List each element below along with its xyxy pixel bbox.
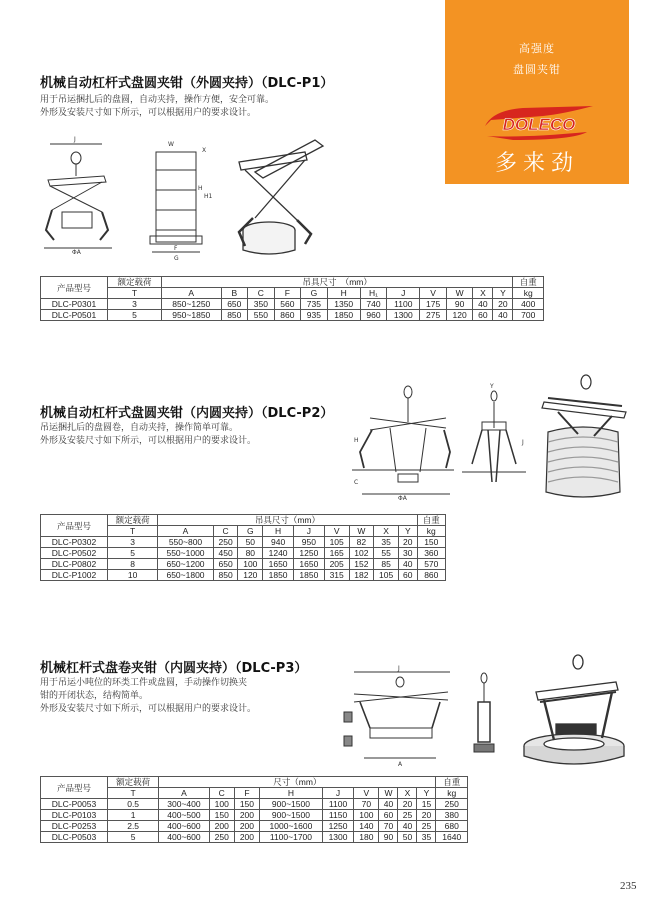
table-cell: 1 bbox=[108, 810, 159, 821]
brand-line-1: 高强度 bbox=[519, 42, 555, 55]
unit-cell: V bbox=[420, 288, 447, 299]
table-cell: 1250 bbox=[293, 548, 324, 559]
table-cell: 35 bbox=[417, 832, 436, 843]
table-cell: 570 bbox=[417, 559, 445, 570]
dimension-label: ΦA bbox=[398, 495, 407, 502]
header-weight: 自重 bbox=[417, 515, 445, 526]
section-3-desc-line-1: 用于吊运小吨位的环类工件或盘圆，手动操作切换夹 bbox=[40, 678, 248, 688]
table-cell: 150 bbox=[209, 810, 234, 821]
table-cell: 380 bbox=[436, 810, 468, 821]
table-cell: 1100 bbox=[387, 299, 420, 310]
p3-perspective-drawing bbox=[520, 652, 628, 772]
unit-cell: H bbox=[327, 288, 360, 299]
header-dims: 吊具尺寸（mm） bbox=[158, 515, 417, 526]
table-cell: 650~1800 bbox=[158, 570, 213, 581]
table-cell: 250 bbox=[213, 537, 238, 548]
unit-cell: F bbox=[274, 288, 301, 299]
table-cell: 1850 bbox=[263, 570, 294, 581]
unit-cell: W bbox=[446, 288, 473, 299]
table-cell: 3 bbox=[108, 537, 158, 548]
table-cell: 10 bbox=[108, 570, 158, 581]
table-cell: G bbox=[238, 526, 263, 537]
table-cell: 150 bbox=[234, 799, 259, 810]
table-cell: 1250 bbox=[322, 821, 353, 832]
table-cell: 140 bbox=[354, 821, 379, 832]
dimension-label: G bbox=[174, 255, 179, 262]
table-cell: DLC-P0103 bbox=[41, 810, 108, 821]
table-cell: 400 bbox=[513, 299, 544, 310]
dimension-label: X bbox=[202, 147, 207, 154]
table-cell: 650~1200 bbox=[158, 559, 213, 570]
table-cell: 20 bbox=[398, 799, 417, 810]
table-cell: DLC-P1002 bbox=[41, 570, 108, 581]
unit-cell: H₁ bbox=[360, 288, 387, 299]
table-cell: kg bbox=[417, 526, 445, 537]
table-cell: 0.5 bbox=[108, 799, 159, 810]
unit-cell: A bbox=[161, 288, 221, 299]
table-cell: J bbox=[293, 526, 324, 537]
table-cell: H bbox=[260, 788, 323, 799]
table-cell: 400~600 bbox=[159, 821, 209, 832]
coil-body bbox=[243, 230, 295, 254]
table-cell: 850 bbox=[221, 310, 248, 321]
table-cell: 315 bbox=[324, 570, 349, 581]
table-cell: 1100~1700 bbox=[260, 832, 323, 843]
dim-label-j: J bbox=[74, 136, 76, 143]
brand-name-cn: 多来劲 bbox=[494, 151, 579, 176]
table-cell: 550~800 bbox=[158, 537, 213, 548]
p3-spec-table bbox=[40, 776, 468, 843]
unit-cell: C bbox=[248, 288, 275, 299]
p2-front-drawing bbox=[350, 382, 455, 502]
table-cell: 3 bbox=[108, 299, 162, 310]
header-model: 产品型号 bbox=[41, 777, 108, 799]
table-cell: DLC-P0802 bbox=[41, 559, 108, 570]
table-cell: 360 bbox=[417, 548, 445, 559]
dimension-label: A bbox=[398, 761, 403, 768]
logo-text: DOLECO bbox=[502, 115, 576, 134]
table-cell: 650 bbox=[221, 299, 248, 310]
table-cell: C bbox=[209, 788, 234, 799]
table-cell: 300~400 bbox=[159, 799, 209, 810]
table-cell: 1100 bbox=[322, 799, 353, 810]
table-row bbox=[41, 810, 468, 821]
section-3-description bbox=[40, 677, 256, 716]
table-cell: 90 bbox=[446, 299, 473, 310]
table-row bbox=[41, 310, 544, 321]
dimension-label: J bbox=[398, 665, 400, 672]
table-cell: 82 bbox=[349, 537, 374, 548]
table-cell: 20 bbox=[493, 299, 513, 310]
table-row bbox=[41, 559, 446, 570]
table-cell: 90 bbox=[379, 832, 398, 843]
table-cell: 105 bbox=[374, 570, 399, 581]
dimension-label: H1 bbox=[204, 193, 213, 200]
header-dims: 尺寸（mm） bbox=[159, 777, 436, 788]
table-cell: 80 bbox=[238, 548, 263, 559]
table-cell: 120 bbox=[238, 570, 263, 581]
table-cell: 40 bbox=[473, 299, 493, 310]
p1-spec-table bbox=[40, 276, 544, 321]
p2-side-drawing bbox=[462, 382, 532, 497]
table-cell: DLC-P0503 bbox=[41, 832, 108, 843]
coil-section bbox=[62, 212, 92, 228]
table-cell: 200 bbox=[234, 832, 259, 843]
table-cell: 350 bbox=[248, 299, 275, 310]
base-plate bbox=[150, 236, 202, 244]
table-cell: DLC-P0302 bbox=[41, 537, 108, 548]
table-cell: C bbox=[213, 526, 238, 537]
header-weight: 自重 bbox=[513, 277, 544, 288]
table-cell: 900~1500 bbox=[260, 799, 323, 810]
table-cell: 1350 bbox=[327, 299, 360, 310]
unit-cell: Y bbox=[493, 288, 513, 299]
table-cell: 950 bbox=[293, 537, 324, 548]
table-cell: V bbox=[324, 526, 349, 537]
table-cell: 950~1850 bbox=[161, 310, 221, 321]
table-cell: 50 bbox=[238, 537, 263, 548]
table-cell: 60 bbox=[379, 810, 398, 821]
table-cell: 100 bbox=[354, 810, 379, 821]
header-load: 额定载荷 bbox=[108, 277, 162, 288]
table-cell: 55 bbox=[374, 548, 399, 559]
table-cell: 60 bbox=[398, 570, 417, 581]
section-2-desc-line-1: 吊运捆扎后的盘圆卷，自动夹持，操作简单可靠。 bbox=[40, 423, 239, 433]
table-cell: 70 bbox=[354, 799, 379, 810]
table-cell: 102 bbox=[349, 548, 374, 559]
table-cell: Y bbox=[398, 526, 417, 537]
p2-perspective-drawing bbox=[538, 372, 628, 502]
table-cell: 250 bbox=[436, 799, 468, 810]
table-cell: 400~500 bbox=[159, 810, 209, 821]
table-cell: 1240 bbox=[263, 548, 294, 559]
table-cell: T bbox=[108, 526, 158, 537]
table-cell: 5 bbox=[108, 832, 159, 843]
doleco-logo bbox=[483, 106, 595, 140]
table-cell: A bbox=[158, 526, 213, 537]
dimension-label: C bbox=[354, 479, 359, 486]
table-cell: 935 bbox=[301, 310, 328, 321]
table-cell: 1300 bbox=[387, 310, 420, 321]
section-2-desc-line-2: 外形及安装尺寸如下所示，可以根据用户的要求设计。 bbox=[40, 436, 257, 446]
table-cell: 175 bbox=[420, 299, 447, 310]
table-cell: 20 bbox=[398, 537, 417, 548]
table-cell: DLC-P0301 bbox=[41, 299, 108, 310]
table-cell: 1850 bbox=[293, 570, 324, 581]
cross-arms bbox=[245, 160, 305, 220]
page-number: 235 bbox=[620, 880, 637, 892]
table-cell: 250 bbox=[209, 832, 234, 843]
table-cell: A bbox=[159, 788, 209, 799]
table-cell: 165 bbox=[324, 548, 349, 559]
unit-cell: B bbox=[221, 288, 248, 299]
bar-1 bbox=[255, 140, 323, 178]
table-cell: X bbox=[374, 526, 399, 537]
side-frame bbox=[156, 152, 196, 242]
dimension-label: J bbox=[522, 439, 524, 446]
section-3-desc-line-3: 外形及安装尺寸如下所示，可以根据用户的要求设计。 bbox=[40, 704, 257, 714]
unit-cell: G bbox=[301, 288, 328, 299]
table-cell: 275 bbox=[420, 310, 447, 321]
table-cell: H bbox=[263, 526, 294, 537]
p3-front-drawing bbox=[340, 665, 458, 768]
p1-front-drawing bbox=[40, 130, 130, 255]
table-cell: 100 bbox=[209, 799, 234, 810]
table-cell: 205 bbox=[324, 559, 349, 570]
table-cell: W bbox=[379, 788, 398, 799]
table-cell: 1850 bbox=[327, 310, 360, 321]
table-cell: DLC-P0502 bbox=[41, 548, 108, 559]
header-dims: 吊具尺寸 （mm） bbox=[161, 277, 512, 288]
section-1-title: 机械自动杠杆式盘圆夹钳（外圆夹持）（DLC-P1） bbox=[40, 76, 334, 91]
dimension-label: H bbox=[354, 437, 359, 444]
table-cell: 900~1500 bbox=[260, 810, 323, 821]
table-cell: 60 bbox=[473, 310, 493, 321]
section-3-title: 机械杠杆式盘卷夹钳（内圆夹持）（DLC-P3） bbox=[40, 661, 308, 676]
table-cell: 105 bbox=[324, 537, 349, 548]
unit-cell: T bbox=[108, 288, 162, 299]
p2-spec-table bbox=[40, 514, 446, 581]
table-cell: 120 bbox=[446, 310, 473, 321]
table-cell: 850~1250 bbox=[161, 299, 221, 310]
table-cell: 960 bbox=[360, 310, 387, 321]
table-cell: 740 bbox=[360, 299, 387, 310]
table-cell: 1640 bbox=[436, 832, 468, 843]
header-weight: 自重 bbox=[436, 777, 468, 788]
section-1-desc-line-2: 外形及安装尺寸如下所示，可以根据用户的要求设计。 bbox=[40, 108, 257, 118]
table-cell: 150 bbox=[417, 537, 445, 548]
table-cell: 560 bbox=[274, 299, 301, 310]
table-cell: F bbox=[234, 788, 259, 799]
dimension-label: F bbox=[174, 245, 178, 252]
p3-side-drawing bbox=[468, 672, 508, 760]
unit-cell: J bbox=[387, 288, 420, 299]
header-load: 额定载荷 bbox=[108, 515, 158, 526]
table-cell: 85 bbox=[374, 559, 399, 570]
table-cell: 735 bbox=[301, 299, 328, 310]
section-2-description bbox=[40, 422, 256, 448]
table-cell: 2.5 bbox=[108, 821, 159, 832]
table-cell: DLC-P0053 bbox=[41, 799, 108, 810]
table-cell: 200 bbox=[234, 810, 259, 821]
table-cell: 5 bbox=[108, 548, 158, 559]
table-cell: 1000~1600 bbox=[260, 821, 323, 832]
table-cell: 152 bbox=[349, 559, 374, 570]
table-cell: 25 bbox=[398, 810, 417, 821]
jaws bbox=[46, 210, 108, 240]
table-row bbox=[41, 570, 446, 581]
header-model: 产品型号 bbox=[41, 515, 108, 537]
table-cell: 400~600 bbox=[159, 832, 209, 843]
table-cell: 450 bbox=[213, 548, 238, 559]
p1-side-drawing bbox=[142, 138, 212, 263]
table-cell: 860 bbox=[274, 310, 301, 321]
table-cell: 40 bbox=[398, 559, 417, 570]
table-cell: 5 bbox=[108, 310, 162, 321]
table-row bbox=[41, 299, 544, 310]
table-cell: 50 bbox=[398, 832, 417, 843]
table-cell: 550~1000 bbox=[158, 548, 213, 559]
table-cell: 860 bbox=[417, 570, 445, 581]
table-cell: 100 bbox=[238, 559, 263, 570]
table-cell: Y bbox=[417, 788, 436, 799]
table-cell: 35 bbox=[374, 537, 399, 548]
unit-cell: kg bbox=[513, 288, 544, 299]
dimension-label: H bbox=[198, 185, 203, 192]
table-cell: 25 bbox=[417, 821, 436, 832]
brand-panel bbox=[445, 0, 629, 184]
bar-2 bbox=[239, 152, 307, 170]
table-cell: 40 bbox=[398, 821, 417, 832]
table-cell: 940 bbox=[263, 537, 294, 548]
table-cell: 20 bbox=[417, 810, 436, 821]
section-1-desc-line-1: 用于吊运捆扎后的盘圆，自动夹持，操作方便，安全可靠。 bbox=[40, 95, 275, 105]
dimension-label: W bbox=[168, 141, 174, 148]
table-cell: DLC-P0501 bbox=[41, 310, 108, 321]
dimension-label: Y bbox=[490, 383, 494, 390]
table-cell: 70 bbox=[379, 821, 398, 832]
table-cell: 182 bbox=[349, 570, 374, 581]
table-cell: 1650 bbox=[263, 559, 294, 570]
table-cell: 40 bbox=[493, 310, 513, 321]
table-cell: X bbox=[398, 788, 417, 799]
table-cell: 850 bbox=[213, 570, 238, 581]
table-row bbox=[41, 537, 446, 548]
table-cell: 550 bbox=[248, 310, 275, 321]
cross-levers bbox=[50, 182, 102, 212]
header-model: 产品型号 bbox=[41, 277, 108, 299]
table-row bbox=[41, 832, 468, 843]
table-cell: 650 bbox=[213, 559, 238, 570]
table-cell: 40 bbox=[379, 799, 398, 810]
dim-label-phia: ΦA bbox=[72, 249, 81, 256]
table-cell: 1650 bbox=[293, 559, 324, 570]
lifting-eye bbox=[71, 152, 81, 164]
table-cell: DLC-P0253 bbox=[41, 821, 108, 832]
unit-cell: X bbox=[473, 288, 493, 299]
header-load: 额定载荷 bbox=[108, 777, 159, 788]
table-cell: 15 bbox=[417, 799, 436, 810]
section-3-desc-line-2: 钳的开闭状态，结构简单。 bbox=[40, 691, 149, 701]
table-cell: 1150 bbox=[322, 810, 353, 821]
table-cell: W bbox=[349, 526, 374, 537]
table-cell: 1300 bbox=[322, 832, 353, 843]
section-2-title: 机械自动杠杆式盘圆夹钳（内圆夹持）（DLC-P2） bbox=[40, 406, 334, 421]
table-cell: kg bbox=[436, 788, 468, 799]
p1-perspective-drawing bbox=[225, 132, 335, 257]
table-cell: 30 bbox=[398, 548, 417, 559]
table-cell: T bbox=[108, 788, 159, 799]
brand-line-2: 盘圆夹钳 bbox=[513, 63, 561, 76]
table-row bbox=[41, 799, 468, 810]
table-cell: 180 bbox=[354, 832, 379, 843]
table-cell: 700 bbox=[513, 310, 544, 321]
section-1-description bbox=[40, 94, 274, 120]
table-cell: 200 bbox=[209, 821, 234, 832]
table-row bbox=[41, 821, 468, 832]
table-cell: 200 bbox=[234, 821, 259, 832]
table-cell: 680 bbox=[436, 821, 468, 832]
table-cell: 8 bbox=[108, 559, 158, 570]
table-cell: J bbox=[322, 788, 353, 799]
table-cell: V bbox=[354, 788, 379, 799]
table-row bbox=[41, 548, 446, 559]
